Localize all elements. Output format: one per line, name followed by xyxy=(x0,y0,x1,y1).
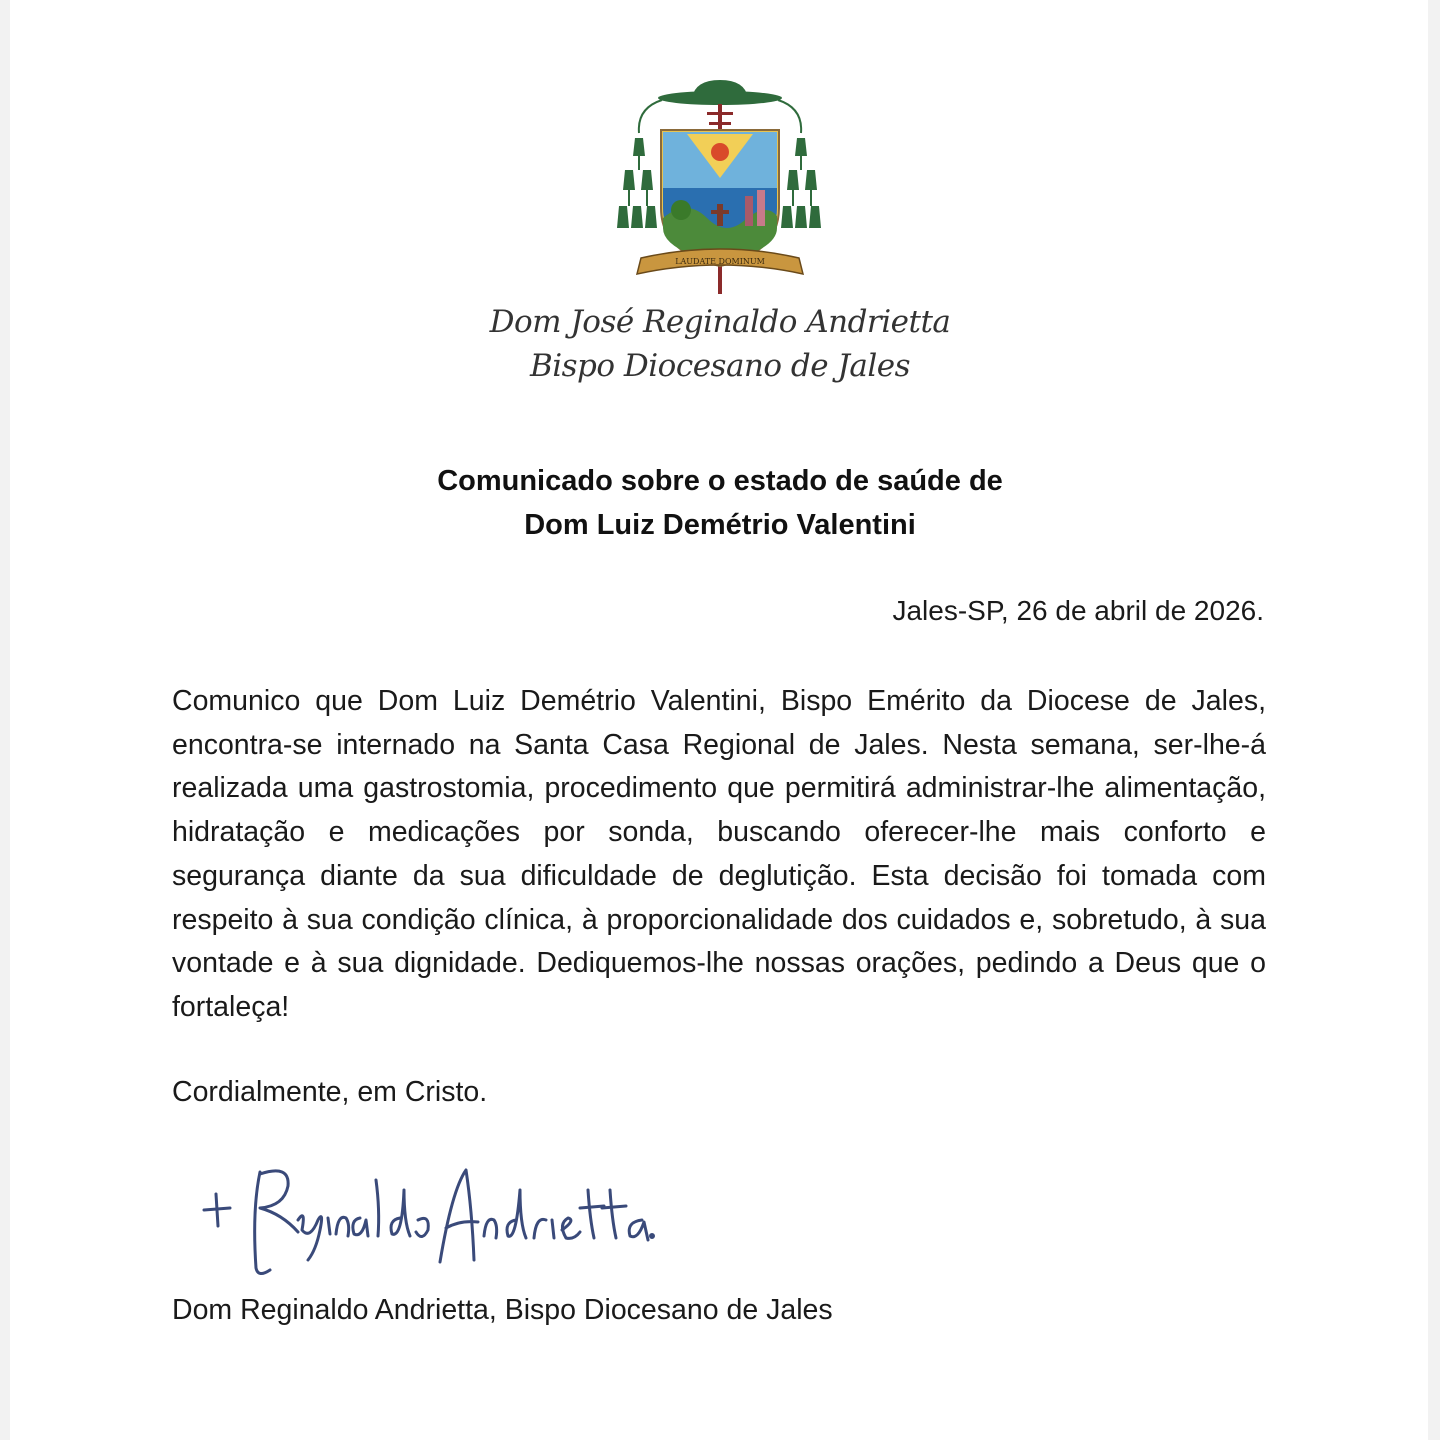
closing-line: Cordialmente, em Cristo. xyxy=(172,1076,488,1108)
handwritten-signature xyxy=(190,1150,660,1285)
bishop-name: Dom José Reginaldo Andrietta xyxy=(489,304,951,340)
document-title-line2: Dom Luiz Demétrio Valentini xyxy=(524,509,916,541)
shield xyxy=(661,130,779,266)
motto-text: LAUDATE DOMINUM xyxy=(675,257,765,266)
signer-name: Dom Reginaldo Andrietta, Bispo Diocesano de Jales xyxy=(172,1294,833,1326)
tassels-left xyxy=(617,138,657,228)
document-date: Jales-SP, 26 de abril de 2026. xyxy=(892,595,1264,626)
document-title-line1: Comunicado sobre o estado de saúde de xyxy=(437,465,1003,497)
bishop-role: Bispo Diocesano de Jales xyxy=(529,348,911,384)
tassels-right xyxy=(781,138,821,228)
document-body: Comunico que Dom Luiz Demétrio Valentini, Bispo Emérito da Diocese de Jales, encontra-se internado na Santa Casa Regional de Jales. Nesta semana, ser-lhe-á realizada uma gastrostomia, procedimento que permitirá administrar-lhe alimentação, hidratação e medicações por sonda, buscando oferecer-lhe mais conforto e segurança diante da sua dificuldade de deglutição. Esta decisão foi tomada com respeito à sua condição clínica, à proporcionalidade dos cuidados e, sobretudo, à sua vontade e à sua dignidade. Dediquemos-lhe nossas orações, pedindo a Deus que o fortaleça! xyxy=(172,685,1266,1023)
coat-of-arms xyxy=(617,78,823,302)
